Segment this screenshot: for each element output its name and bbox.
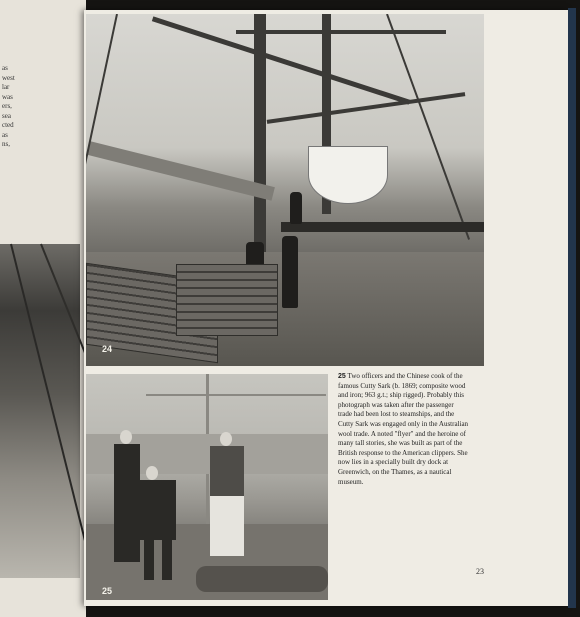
yard xyxy=(87,141,275,201)
book-cover-edge xyxy=(568,8,576,608)
deckhouse xyxy=(281,222,484,232)
photo-number-25: 25 xyxy=(102,586,113,596)
left-text-line: west xyxy=(2,73,15,82)
left-text-line: as xyxy=(2,130,8,139)
photo-number-24: 24 xyxy=(102,344,113,354)
rigging xyxy=(386,14,470,240)
caption-line: wool trade. A noted "flyer" and the heroine of xyxy=(338,429,466,438)
left-page-text xyxy=(2,64,82,150)
left-text-line: cted xyxy=(2,121,14,129)
left-text-line: ers, xyxy=(2,102,12,110)
left-page xyxy=(0,0,86,617)
caption-line: museum. xyxy=(338,477,364,486)
page-number: 23 xyxy=(476,567,484,576)
left-text-line: ns, xyxy=(2,140,10,148)
left-text-line: lar xyxy=(2,83,10,91)
yard xyxy=(267,92,466,124)
caption-line: British response to the American clippers. She xyxy=(338,448,468,457)
caption-line: Two officers and the Chinese cook of the xyxy=(347,372,463,380)
rigging xyxy=(146,394,326,396)
yard xyxy=(236,30,446,34)
deck-spar xyxy=(196,566,328,592)
caption-line: photograph was taken after the passenger xyxy=(338,400,454,409)
rigging xyxy=(86,14,118,249)
rigging-line xyxy=(10,244,93,569)
photo-ship-deck xyxy=(86,14,484,366)
caption-line: Greenwich, on the Thames, as a nautical xyxy=(338,467,452,476)
caption-line: many tall stories, she was built as part of the xyxy=(338,439,463,448)
caption-line: Cutty Sark was engaged only in the Australian xyxy=(338,419,469,428)
caption-line: now lies in a specially built dry dock at xyxy=(338,458,449,467)
left-text-line: as xyxy=(2,64,8,72)
lifeboat xyxy=(308,146,388,204)
left-text-line: was xyxy=(2,92,13,101)
caption-line: and iron; 963 g.t.; ship rigged). Probably this xyxy=(338,391,464,400)
crew-figure xyxy=(290,192,302,224)
officer-figure xyxy=(282,236,298,308)
caption-line: trade had been lost to steamships, and the xyxy=(338,410,455,419)
left-text-line: sea xyxy=(2,111,11,120)
photo-caption xyxy=(338,372,486,487)
left-page-photo xyxy=(0,244,80,578)
deck-hatch xyxy=(176,264,278,336)
caption-line: famous Cutty Sark (b. 1869; composite wood xyxy=(338,381,466,390)
caption-number: 25 xyxy=(338,373,346,380)
photo-officers-and-cook xyxy=(86,374,328,600)
